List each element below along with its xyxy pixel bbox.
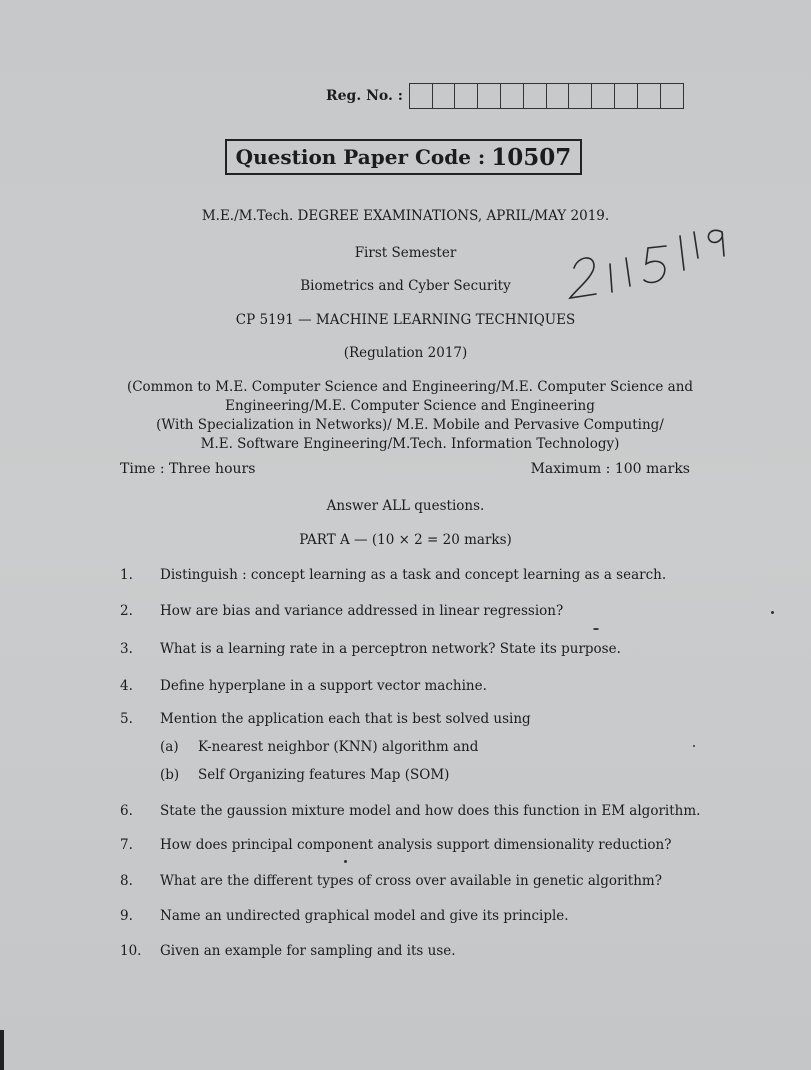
question-number: 1. [120, 567, 133, 583]
question-text: Name an undirected graphical model and give its principle. [160, 908, 569, 924]
paper-speck [771, 611, 774, 614]
question-number: 4. [120, 678, 133, 694]
question-text: Mention the application each that is best solved using [160, 711, 531, 727]
question-1 [120, 567, 666, 583]
question-text: What are the different types of cross over available in genetic algorithm? [160, 873, 662, 889]
part-a-heading: PART A — (10 × 2 = 20 marks) [299, 532, 512, 548]
scan-edge [0, 1030, 4, 1070]
time-marks-row [120, 461, 690, 477]
question-7 [120, 837, 671, 853]
reg-box[interactable] [569, 84, 592, 108]
common-line: (Common to M.E. Computer Science and Engineering/M.E. Computer Science and [126, 379, 694, 395]
question-8 [120, 873, 662, 889]
question-number: 2. [120, 603, 133, 619]
question-4 [120, 678, 487, 694]
question-9 [120, 908, 569, 924]
common-line: M.E. Software Engineering/M.Tech. Information Technology) [200, 436, 620, 452]
subject: CP 5191 — MACHINE LEARNING TECHNIQUES [235, 312, 576, 328]
semester: First Semester [354, 245, 457, 261]
question-text: What is a learning rate in a perceptron network? State its purpose. [160, 641, 621, 657]
branch: Biometrics and Cyber Security [300, 278, 511, 294]
reg-box[interactable] [501, 84, 524, 108]
question-5 [120, 711, 531, 727]
question-text: Distinguish : concept learning as a task and concept learning as a search. [160, 567, 667, 583]
sub-text: Self Organizing features Map (SOM) [198, 767, 450, 783]
regulation: (Regulation 2017) [343, 345, 468, 361]
exam-title: M.E./M.Tech. DEGREE EXAMINATIONS, APRIL/MAY 2019. [201, 208, 610, 224]
handwritten-date [560, 210, 740, 310]
question-10 [120, 943, 456, 959]
question-number: 6. [120, 803, 133, 819]
question-number: 10. [120, 943, 142, 959]
paper-speck [693, 745, 695, 747]
common-line: (With Specialization in Networks)/ M.E. Mobile and Pervasive Computing/ [156, 417, 664, 433]
question-3 [120, 641, 621, 657]
question-2 [120, 603, 563, 619]
reg-box[interactable] [455, 84, 478, 108]
maximum-marks: Maximum : 100 marks [530, 461, 690, 477]
reg-number-field [326, 83, 684, 109]
sub-label: (b) [160, 767, 180, 783]
sub-text: K-nearest neighbor (KNN) algorithm and [198, 739, 479, 755]
question-5b [160, 767, 449, 783]
question-6 [120, 803, 700, 819]
reg-box[interactable] [478, 84, 501, 108]
question-text: Given an example for sampling and its use. [160, 943, 456, 959]
code-number: 10507 [491, 143, 572, 171]
question-number: 5. [120, 711, 133, 727]
reg-box[interactable] [524, 84, 547, 108]
code-label: Question Paper Code : [235, 145, 486, 169]
common-line: Engineering/M.E. Computer Science and Engineering [225, 398, 595, 414]
time-allowed: Time : Three hours [120, 461, 256, 477]
reg-box[interactable] [433, 84, 456, 108]
reg-box[interactable] [615, 84, 638, 108]
question-text: State the gaussion mixture model and how does this function in EM algorithm. [160, 803, 701, 819]
question-text: Define hyperplane in a support vector machine. [160, 678, 487, 694]
question-number: 7. [120, 837, 133, 853]
reg-label: Reg. No. : [326, 88, 403, 104]
instruction: Answer ALL questions. [326, 498, 485, 514]
question-5a [160, 739, 478, 755]
question-number: 8. [120, 873, 133, 889]
reg-box[interactable] [547, 84, 570, 108]
reg-box[interactable] [410, 84, 433, 108]
question-paper-code [225, 139, 582, 175]
reg-box[interactable] [592, 84, 615, 108]
question-text: How are bias and variance addressed in linear regression? [160, 603, 564, 619]
reg-boxes[interactable] [409, 83, 685, 109]
question-number: 9. [120, 908, 133, 924]
question-number: 3. [120, 641, 133, 657]
reg-box[interactable] [638, 84, 661, 108]
reg-box[interactable] [661, 84, 684, 108]
common-note [110, 378, 710, 454]
paper-speck [344, 860, 347, 863]
question-text: How does principal component analysis support dimensionality reduction? [160, 837, 672, 853]
sub-label: (a) [160, 739, 179, 755]
paper-speck [593, 628, 599, 630]
